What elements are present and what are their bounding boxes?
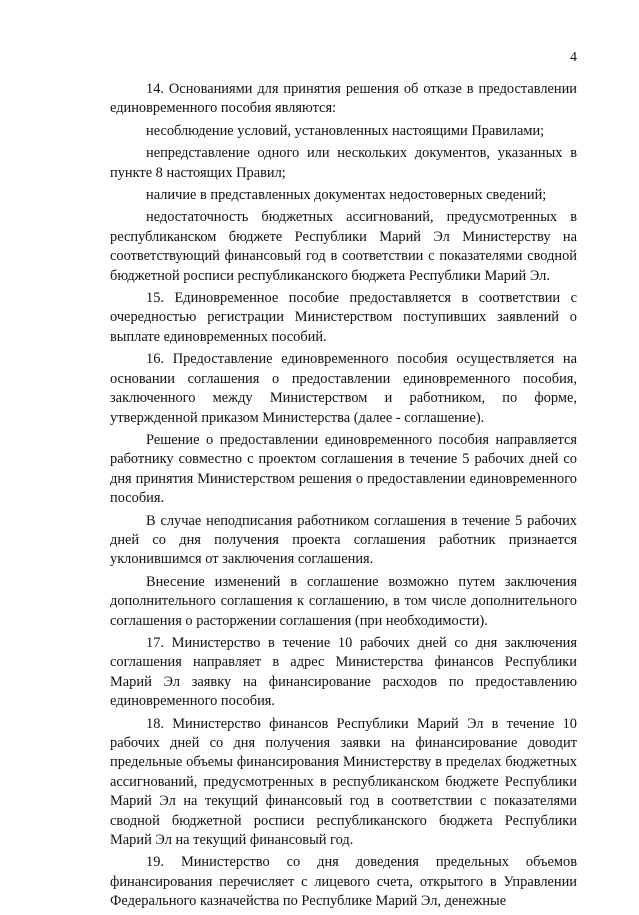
paragraph-14-item-1: несоблюдение условий, установленных настоящими Правилами; bbox=[146, 122, 545, 139]
page-number: 4 bbox=[570, 50, 577, 65]
paragraph-16: 16. Предоставление единовременного пособия осуществляется на основании соглашения о предоставлении единовременного пособия, заключенного между Министерством и работником, по форме, утвержденной приказом Министерства (далее - соглашение). bbox=[110, 351, 577, 426]
paragraph-16-non-signing: В случае неподписания работником соглашения в течение 5 рабочих дней со дня получения проекта соглашения работник признается уклонившимся от заключения соглашения. bbox=[110, 512, 577, 568]
paragraph-14: 14. Основаниями для принятия решения об отказе в предоставлении единовременного пособия являются: bbox=[110, 81, 577, 117]
paragraph-19: 19. Министерство со дня доведения предельных объемов финансирования перечисляет с лицевого счета, открытого в Управлении Федерального казначейства по Республике Марий Эл, денежные bbox=[110, 854, 577, 910]
paragraph-14-item-4: недостаточность бюджетных ассигнований, предусмотренных в республиканском бюджете Республики Марий Эл Министерству на соответствующий финансовый год в соответствии с показателями сводной бюджетной росписи республиканского бюджета Республики Марий Эл. bbox=[110, 209, 577, 284]
paragraph-14-item-3: наличие в представленных документах недостоверных сведений; bbox=[146, 187, 547, 204]
paragraph-16-decision: Решение о предоставлении единовременного пособия направляется работнику совместно с проектом соглашения в течение 5 рабочих дней со дня принятия Министерством решения о предоставлении единовременного пособия. bbox=[110, 431, 577, 507]
document-body bbox=[110, 80, 577, 915]
paragraph-16-amendments: Внесение изменений в соглашение возможно путем заключения дополнительного соглашения к соглашению, в том числе дополнительного соглашения о расторжении соглашения (при необходимости). bbox=[110, 573, 577, 629]
paragraph-18: 18. Министерство финансов Республики Марий Эл в течение 10 рабочих дней со дня получения заявки на финансирование доводит предельные объемы финансирования Министерству в пределах бюджетных ассигнований, предусмотренных в республиканском бюджете Республики Марий Эл на текущий финансовый год в соответствии с показателями сводной бюджетной росписи республиканского бюджета Республики Марий Эл на текущий финансовый год. bbox=[110, 715, 577, 849]
paragraph-14-item-2: непредставление одного или нескольких документов, указанных в пункте 8 настоящих Правил; bbox=[110, 145, 577, 181]
paragraph-17: 17. Министерство в течение 10 рабочих дней со дня заключения соглашения направляет в адрес Министерства финансов Республики Марий Эл заявку на финансирование расходов по предоставлению единовременного пособия. bbox=[110, 634, 577, 710]
paragraph-15: 15. Единовременное пособие предоставляется в соответствии с очередностью регистрации Министерством поступивших заявлений о выплате единовременных пособий. bbox=[110, 290, 577, 345]
